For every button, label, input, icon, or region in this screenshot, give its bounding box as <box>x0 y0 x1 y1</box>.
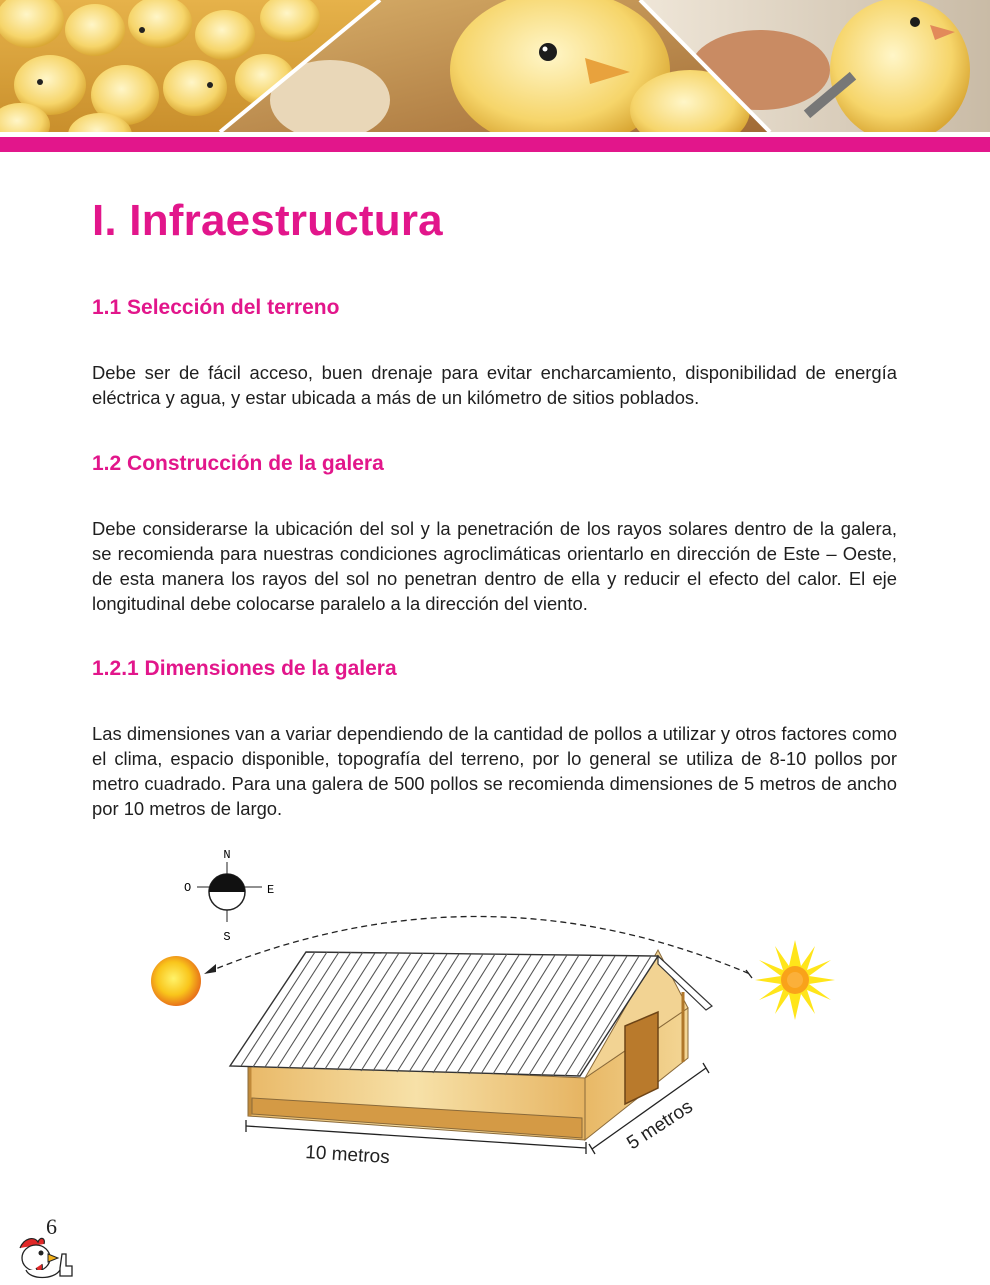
compass-north-label: N <box>223 848 231 862</box>
sun-west-icon <box>151 956 201 1006</box>
page-number: 6 <box>46 1214 57 1239</box>
section-text-construccion: Debe considerarse la ubicación del sol y la penetración de los rayos solares dentro de la galera, se recomienda para nuestras condiciones agroclimáticas orientarlo en dirección de Este – Oeste, de esta manera los rayos del sol no penetran dentro de ella y reducir el efecto del calor. El eje longitudinal debe colocarse paralelo a la dirección del viento. <box>92 518 897 614</box>
compass <box>184 848 274 944</box>
section-heading-terreno: 1.1 Selección del terreno <box>92 296 340 319</box>
page-title: I. Infraestructura <box>92 196 443 245</box>
section-heading-dimensiones: 1.2.1 Dimensiones de la galera <box>92 657 397 680</box>
compass-west-label: O <box>184 881 192 895</box>
header-banner <box>0 0 990 152</box>
compass-east-label: E <box>267 883 275 897</box>
galera-building <box>230 950 712 1140</box>
section-text-dimensiones: Las dimensiones van a variar dependiendo de la cantidad de pollos a utilizar y otros factores como el clima, espacio disponible, topografía del terreno, por lo general se utiliza de 8-10 pollos por metro cuadrado. Para una galera de 500 pollos se recomienda dimensiones de 5 metros de ancho por 10 metros de largo. <box>92 723 897 819</box>
compass-south-label: S <box>223 930 231 944</box>
width-label: 5 metros <box>623 1096 697 1155</box>
galera-diagram <box>140 840 860 1180</box>
section-heading-construccion: 1.2 Construcción de la galera <box>92 452 384 475</box>
section-text-terreno: Debe ser de fácil acceso, buen drenaje para evitar encharcamiento, disponibilidad de energía eléctrica y agua, y estar ubicada a más de un kilómetro de sitios poblados. <box>92 362 897 408</box>
sun-east-icon <box>755 940 835 1020</box>
length-label: 10 metros <box>304 1142 391 1169</box>
chicken-mascot-icon <box>14 1232 80 1280</box>
